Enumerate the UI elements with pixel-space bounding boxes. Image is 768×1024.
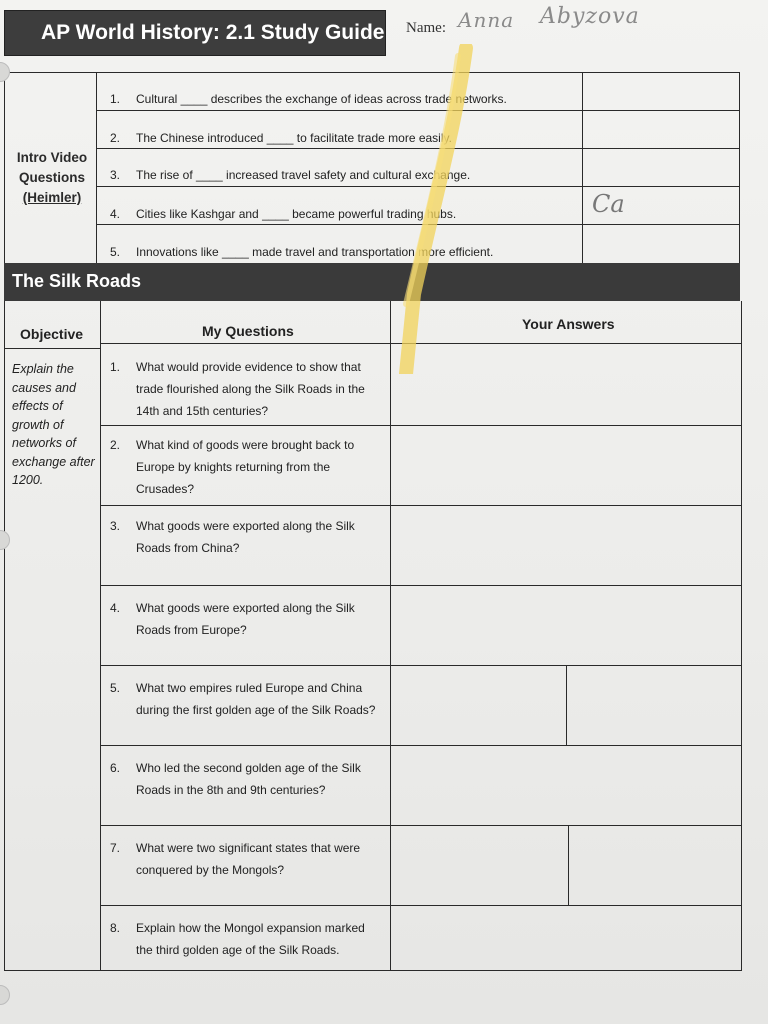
question-line: conquered by the Mongols? [136,863,285,877]
question-row [110,434,380,500]
question-line: Roads from China? [136,541,240,555]
question-number: 3. [110,168,121,182]
question-text: Innovations like ____ made travel and transportation more efficient. [136,245,494,259]
question-number: 7. [110,841,121,855]
question-number: 8. [110,921,121,935]
question-line: What goods were exported along the Silk [136,601,355,615]
row-line [100,745,742,746]
question-line: What were two significant states that were [136,841,361,855]
question-line: What would provide evidence to show that [136,360,361,374]
question-line: during the first golden age of the Silk Roads? [136,703,376,717]
question-number: 3. [110,519,121,533]
question-line: Crusades? [136,482,195,496]
question-text: Cultural ____ describes the exchange of ideas across trade networks. [136,92,507,106]
question-row [110,757,380,803]
intro-divider-right [582,72,583,264]
your-answers-header: Your Answers [522,316,615,332]
question-line: What goods were exported along the Silk [136,519,355,533]
page-title: AP World History: 2.1 Study Guide [4,10,386,56]
answer-split-line [566,665,567,745]
question-text: The rise of ____ increased travel safety and cultural exchange. [136,168,471,182]
question-number: 5. [110,681,121,695]
question-row [110,515,380,561]
highlighter-mark [396,44,476,374]
name-label: Name: [406,20,446,36]
question-line: Explain how the Mongol expansion marked [136,921,365,935]
question-line: Who led the second golden age of the Silk [136,761,361,775]
intro-label-line: Questions [18,170,85,185]
row-line [100,425,742,426]
section-title: The Silk Roads [4,263,740,301]
question-number: 5. [110,245,121,259]
question-line: Roads from Europe? [136,623,247,637]
question-line: trade flourished along the Silk Roads in the [136,382,365,396]
row-line [100,665,742,666]
question-number: 2. [110,438,121,452]
header-row-line [4,348,100,349]
my-questions-header: My Questions [202,323,294,339]
intro-section-label [8,148,96,208]
question-number: 2. [110,131,121,145]
question-text: Cities like Kashgar and ____ became powerful trading hubs. [136,207,457,221]
objective-header: Objective [20,326,84,342]
intro-label-line: Intro Video [16,150,88,165]
question-number: 1. [110,360,121,374]
question-number: 6. [110,761,121,775]
punch-hole [0,985,10,1005]
question-line: What kind of goods were brought back to [136,438,355,452]
handwritten-last-name: Abyzova [540,4,640,29]
row-line [100,825,742,826]
question-row [110,356,380,422]
row-line [100,585,742,586]
question-row [110,917,380,963]
objective-divider [100,301,101,971]
question-number: 4. [110,207,121,221]
intro-divider-left [96,72,97,264]
answers-divider [390,301,391,971]
question-row [110,837,380,883]
question-row [110,597,380,643]
intro-label-line: (Heimler) [22,190,82,205]
question-line: the third golden age of the Silk Roads. [136,943,340,957]
handwritten-first-name: Anna [458,8,515,32]
objective-text: Explain the causes and effects of growth of networks of exchange after 1200. [12,362,95,487]
handwritten-answer: Ca [592,190,625,218]
question-number: 1. [110,92,121,106]
question-line: Europe by knights returning from the [136,460,331,474]
question-text: The Chinese introduced ____ to facilitate trade more easily. [136,131,452,145]
row-line [100,905,742,906]
question-line: What two empires ruled Europe and China [136,681,363,695]
question-line: Roads in the 8th and 9th centuries? [136,783,326,797]
row-line [100,505,742,506]
question-line: 14th and 15th centuries? [136,404,269,418]
question-row [110,677,385,723]
question-number: 4. [110,601,121,615]
answer-split-line [568,825,569,905]
